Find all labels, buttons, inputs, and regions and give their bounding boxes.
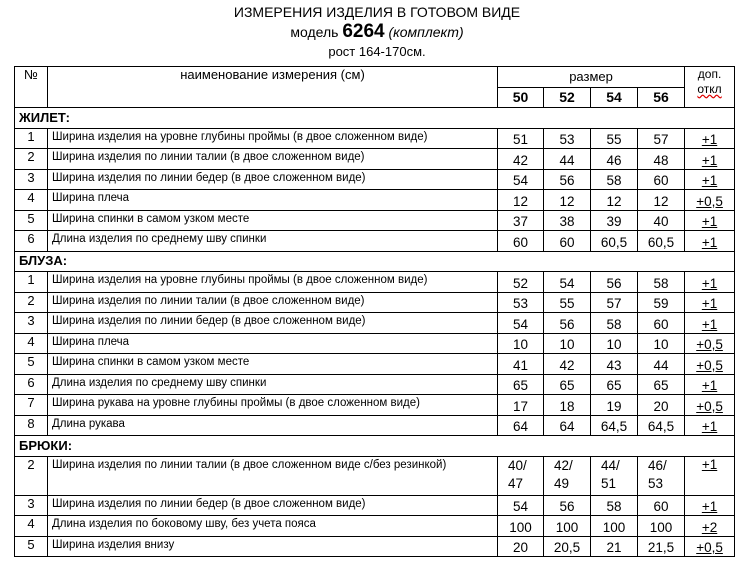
tolerance-label-1: доп. — [697, 67, 722, 81]
size-header: 56 — [638, 87, 685, 108]
tolerance-cell — [685, 395, 735, 416]
measurement-value: 21,5 — [638, 536, 685, 557]
table-row — [15, 128, 735, 149]
measurement-value: 64 — [498, 415, 544, 436]
measurement-value: 65 — [498, 374, 544, 395]
model-prefix: модель — [290, 24, 339, 40]
measurement-name: Ширина изделия по линии бедер (в двое сложенном виде) — [48, 313, 498, 334]
measurement-name: Ширина изделия на уровне глубины проймы (в двое сложенном виде) — [48, 128, 498, 149]
table-row — [15, 231, 735, 252]
measurement-value: 60 — [544, 231, 591, 252]
column-header-tolerance — [685, 67, 735, 108]
measurement-value: 37 — [498, 210, 544, 231]
measurement-value: 48 — [638, 149, 685, 170]
tolerance-cell — [685, 231, 735, 252]
tolerance-cell — [685, 128, 735, 149]
measurement-value: 44 — [638, 354, 685, 375]
measurement-value: 58 — [591, 495, 638, 516]
row-number: 7 — [15, 395, 48, 416]
row-number: 6 — [15, 374, 48, 395]
measurement-value: 58 — [591, 169, 638, 190]
column-header-no: № — [15, 67, 48, 108]
tolerance-value: +1 — [701, 456, 718, 472]
tolerance-cell — [685, 169, 735, 190]
tolerance-cell — [685, 415, 735, 436]
measurement-value: 43 — [591, 354, 638, 375]
measurement-value: 54 — [544, 272, 591, 293]
row-number: 1 — [15, 128, 48, 149]
measurement-value: 46 — [591, 149, 638, 170]
measurement-value: 56 — [544, 313, 591, 334]
tolerance-cell — [685, 374, 735, 395]
measurement-value: 17 — [498, 395, 544, 416]
row-number: 6 — [15, 231, 48, 252]
size-header: 52 — [544, 87, 591, 108]
table-row — [15, 292, 735, 313]
measurement-value: 59 — [638, 292, 685, 313]
measurement-name: Длина изделия по боковому шву, без учета пояса — [48, 516, 498, 537]
measurement-value: 51 — [498, 128, 544, 149]
tolerance-value: +1 — [701, 214, 718, 229]
measurement-value: 41 — [498, 354, 544, 375]
row-number: 3 — [15, 313, 48, 334]
table-row — [15, 415, 735, 436]
table-row — [15, 190, 735, 211]
tolerance-cell — [685, 495, 735, 516]
measurement-value: 12 — [591, 190, 638, 211]
document-header — [0, 0, 754, 60]
row-number: 4 — [15, 516, 48, 537]
measurement-value: 65 — [638, 374, 685, 395]
measurement-value: 100 — [638, 516, 685, 537]
tolerance-cell — [685, 536, 735, 557]
measurement-value: 64,5 — [591, 415, 638, 436]
tolerance-value: +1 — [701, 275, 718, 291]
measurement-value: 65 — [591, 374, 638, 395]
measurement-value: 55 — [591, 128, 638, 149]
row-number: 5 — [15, 354, 48, 375]
measurement-value: 58 — [638, 272, 685, 293]
tolerance-cell — [685, 190, 735, 211]
measurement-value: 60,5 — [638, 231, 685, 252]
tolerance-cell — [685, 456, 735, 495]
measurement-value: 42 — [544, 354, 591, 375]
tolerance-value: +1 — [701, 152, 718, 168]
section-row — [15, 108, 735, 129]
section-row — [15, 251, 735, 272]
table-row — [15, 333, 735, 354]
measurement-value: 10 — [498, 333, 544, 354]
measurement-value: 10 — [544, 333, 591, 354]
table-row — [15, 272, 735, 293]
table-row — [15, 395, 735, 416]
row-number: 4 — [15, 333, 48, 354]
measurement-name: Длина изделия по среднему шву спинки — [48, 231, 498, 252]
measurement-value: 56 — [544, 495, 591, 516]
measurement-value: 64 — [544, 415, 591, 436]
measurement-value: 53 — [544, 128, 591, 149]
model-line — [0, 22, 754, 42]
measurement-value: 42/ 49 — [544, 456, 591, 495]
row-number: 2 — [15, 456, 48, 495]
measurement-value: 44/ 51 — [591, 456, 638, 495]
measurement-name: Ширина спинки в самом узком месте — [48, 354, 498, 375]
table-row — [15, 354, 735, 375]
tolerance-value: +1 — [701, 316, 718, 332]
measurement-value: 10 — [591, 333, 638, 354]
section-title: ЖИЛЕТ: — [15, 108, 735, 129]
measurement-name: Ширина изделия по линии бедер (в двое сложенном виде) — [48, 169, 498, 190]
table-row — [15, 169, 735, 190]
size-header: 54 — [591, 87, 638, 108]
table-row — [15, 313, 735, 334]
measurement-name: Ширина изделия по линии талии (в двое сложенном виде) — [48, 292, 498, 313]
tolerance-cell — [685, 292, 735, 313]
measurement-value: 46/ 53 — [638, 456, 685, 495]
measurement-value: 12 — [638, 190, 685, 211]
measurement-value: 54 — [498, 313, 544, 334]
table-row — [15, 149, 735, 170]
tolerance-value: +1 — [701, 173, 718, 188]
row-number: 5 — [15, 536, 48, 557]
tolerance-value: +0,5 — [696, 357, 723, 373]
measurement-value: 42 — [498, 149, 544, 170]
measurement-name: Ширина изделия по линии бедер (в двое сложенном виде) — [48, 495, 498, 516]
tolerance-value: +1 — [701, 234, 718, 250]
measurement-name: Ширина изделия на уровне глубины проймы (в двое сложенном виде) — [48, 272, 498, 293]
tolerance-value: +2 — [701, 519, 718, 535]
row-number: 8 — [15, 415, 48, 436]
measurement-value: 38 — [544, 210, 591, 231]
tolerance-cell — [685, 313, 735, 334]
measurement-name: Длина рукава — [48, 415, 498, 436]
tolerance-value: +1 — [701, 296, 718, 311]
row-number: 3 — [15, 169, 48, 190]
measurement-value: 100 — [591, 516, 638, 537]
table-row — [15, 374, 735, 395]
measurement-value: 18 — [544, 395, 591, 416]
measurement-name: Ширина изделия по линии талии (в двое сложенном виде) — [48, 149, 498, 170]
measurement-value: 100 — [498, 516, 544, 537]
tolerance-value: +1 — [701, 499, 718, 514]
measurement-value: 12 — [544, 190, 591, 211]
tolerance-cell — [685, 210, 735, 231]
tolerance-cell — [685, 333, 735, 354]
size-header: 50 — [498, 87, 544, 108]
measurement-name: Ширина спинки в самом узком месте — [48, 210, 498, 231]
measurement-value: 21 — [591, 536, 638, 557]
measurement-value: 60 — [638, 169, 685, 190]
table-row — [15, 536, 735, 557]
measurement-value: 56 — [591, 272, 638, 293]
tolerance-value: +1 — [701, 419, 718, 434]
section-title: БРЮКИ: — [15, 436, 735, 457]
measurement-value: 58 — [591, 313, 638, 334]
tolerance-value: +1 — [701, 378, 718, 393]
row-number: 4 — [15, 190, 48, 211]
section-row — [15, 436, 735, 457]
row-number: 5 — [15, 210, 48, 231]
measurement-value: 65 — [544, 374, 591, 395]
measurement-value: 10 — [638, 333, 685, 354]
table-row — [15, 456, 735, 495]
column-header-name: наименование измерения (см) — [48, 67, 498, 108]
measurements-table — [14, 66, 735, 557]
table-body — [15, 67, 735, 557]
measurement-value: 64,5 — [638, 415, 685, 436]
header-row-1 — [15, 67, 735, 88]
document-title: ИЗМЕРЕНИЯ ИЗДЕЛИЯ В ГОТОВОМ ВИДЕ — [233, 4, 521, 20]
measurement-value: 40/ 47 — [498, 456, 544, 495]
tolerance-value: +0,5 — [696, 398, 723, 414]
measurement-value: 12 — [498, 190, 544, 211]
measurement-value: 20,5 — [544, 536, 591, 557]
tolerance-cell — [685, 354, 735, 375]
section-title: БЛУЗА: — [15, 251, 735, 272]
tolerance-cell — [685, 516, 735, 537]
row-number: 2 — [15, 292, 48, 313]
measurement-value: 56 — [544, 169, 591, 190]
measurement-name: Ширина плеча — [48, 190, 498, 211]
measurement-value: 54 — [498, 169, 544, 190]
measurement-name: Ширина плеча — [48, 333, 498, 354]
tolerance-label-2: откл — [697, 82, 722, 96]
table-row — [15, 210, 735, 231]
row-number: 1 — [15, 272, 48, 293]
tolerance-value: +1 — [701, 132, 718, 147]
column-header-size: размер — [498, 67, 685, 88]
row-number: 3 — [15, 495, 48, 516]
measurement-value: 52 — [498, 272, 544, 293]
measurement-value: 54 — [498, 495, 544, 516]
tolerance-value: +0,5 — [696, 337, 723, 352]
measurement-value: 100 — [544, 516, 591, 537]
measurement-value: 57 — [591, 292, 638, 313]
measurement-value: 55 — [544, 292, 591, 313]
measurement-value: 40 — [638, 210, 685, 231]
row-number: 2 — [15, 149, 48, 170]
model-number: 6264 — [342, 21, 385, 42]
tolerance-value: +0,5 — [696, 193, 723, 209]
measurement-value: 39 — [591, 210, 638, 231]
measurement-name: Ширина рукава на уровне глубины проймы (в двое сложенном виде) — [48, 395, 498, 416]
measurement-value: 20 — [498, 536, 544, 557]
measurement-value: 57 — [638, 128, 685, 149]
table-row — [15, 495, 735, 516]
measurement-value: 19 — [591, 395, 638, 416]
tolerance-cell — [685, 149, 735, 170]
measurement-name: Ширина изделия по линии талии (в двое сложенном виде с/без резинкой) — [48, 456, 498, 495]
measurement-value: 60 — [498, 231, 544, 252]
measurement-name: Ширина изделия внизу — [48, 536, 498, 557]
measurement-value: 20 — [638, 395, 685, 416]
table-row — [15, 516, 735, 537]
tolerance-value: +0,5 — [696, 540, 723, 555]
measurement-value: 44 — [544, 149, 591, 170]
measurement-value: 53 — [498, 292, 544, 313]
measurement-value: 60,5 — [591, 231, 638, 252]
measurement-name: Длина изделия по среднему шву спинки — [48, 374, 498, 395]
tolerance-cell — [685, 272, 735, 293]
measurement-value: 60 — [638, 313, 685, 334]
measurement-value: 60 — [638, 495, 685, 516]
height-range: рост 164-170см. — [328, 44, 426, 59]
model-suffix: (комплект) — [388, 24, 464, 40]
